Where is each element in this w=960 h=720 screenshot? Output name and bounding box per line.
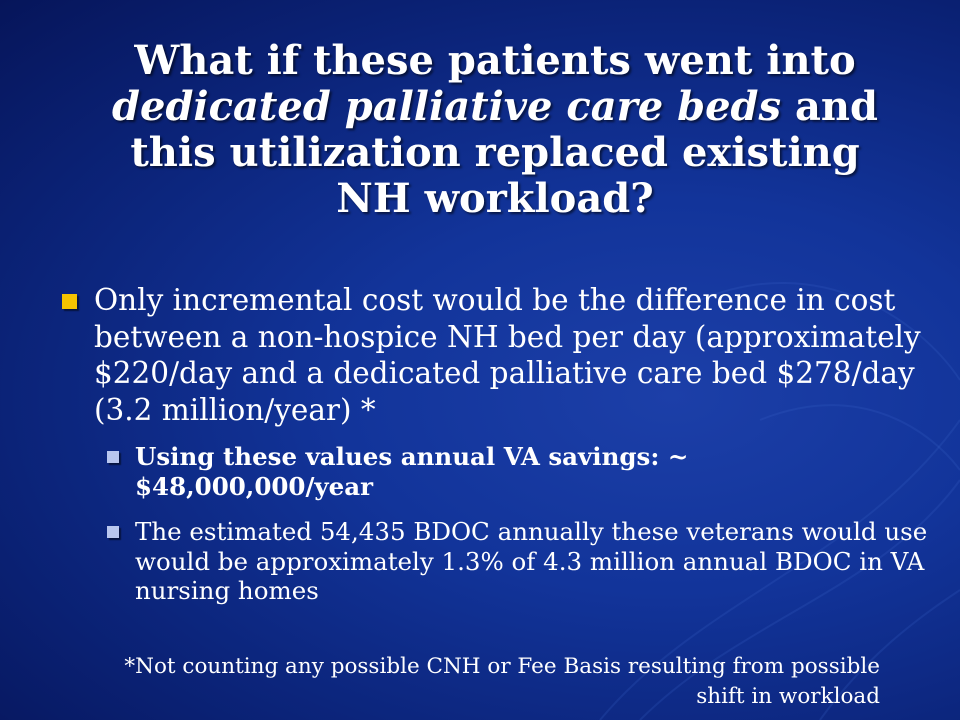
title-emphasis: dedicated palliative care beds: [112, 83, 782, 130]
main-bullet-text: Only incremental cost would be the difference in cost between a non-hospice NH bed per day (approximately $220/day and a dedicated palliative care bed $278/day (3.2 million/year) *: [94, 283, 921, 427]
sub-bullet-text: The estimated 54,435 BDOC annually these veterans would use would be approximately 1.3% of 4.3 million annual BDOC in VA nursing homes: [135, 517, 928, 605]
slide-title: What if these patients went into dedicated palliative care beds and this utilization replaced existing NH workload?: [112, 37, 878, 222]
sub-bullet-bdoc: [107, 517, 932, 606]
square-bullet-icon: [107, 526, 119, 538]
sub-bullet-text: Using these values annual VA savings: ~ $48,000,000/year: [135, 442, 689, 501]
bullet-list: [62, 282, 932, 606]
main-bullet: [62, 282, 932, 428]
square-bullet-icon: [107, 451, 119, 463]
footnote: *Not counting any possible CNH or Fee Basis resulting from possible shift in workload: [124, 654, 880, 709]
sub-bullet-savings: [107, 442, 932, 501]
square-bullet-icon: [62, 294, 77, 309]
